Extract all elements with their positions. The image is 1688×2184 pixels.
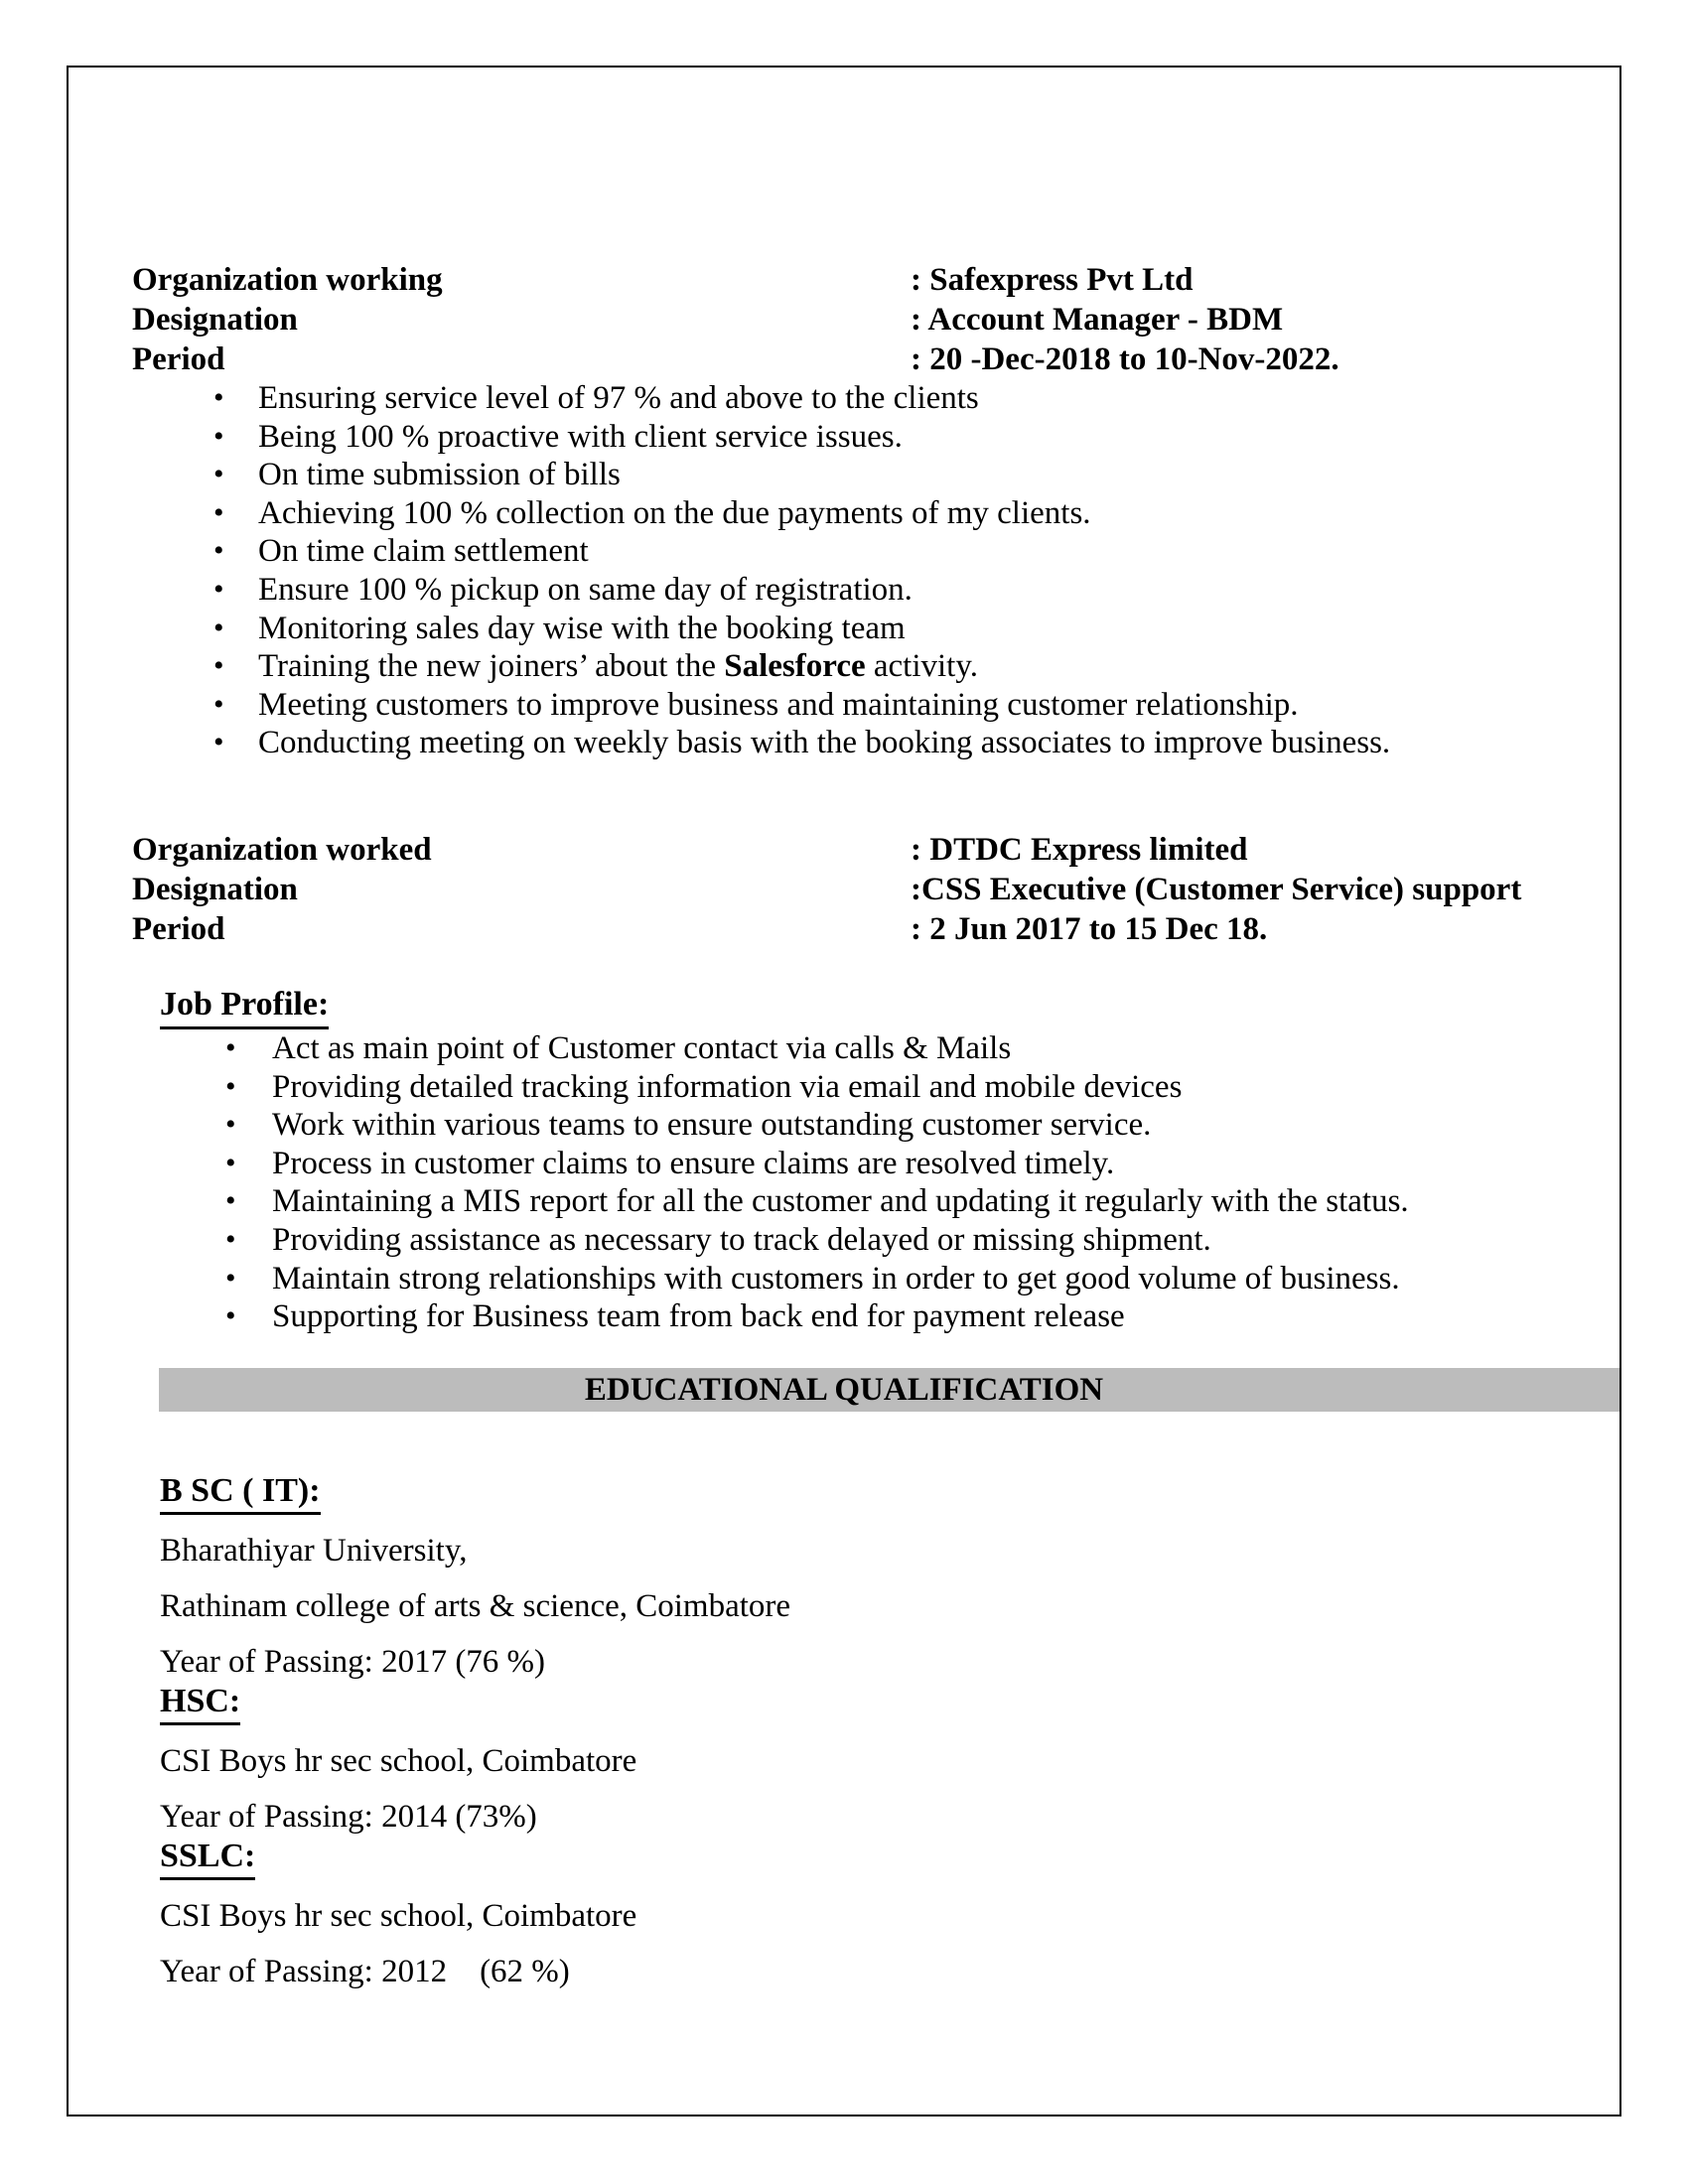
list-item <box>132 1182 1600 1221</box>
list-item <box>132 1068 1600 1107</box>
field-value: : 2 Jun 2017 to 15 Dec 18. <box>911 910 1268 947</box>
bullet-icon: • <box>213 419 224 453</box>
bullet-text: Conducting meeting on weekly basis with the booking associates to improve business. <box>258 725 1391 761</box>
bullet-text: Maintain strong relationships with customers in order to get good volume of business. <box>272 1260 1400 1297</box>
field-value: : Account Manager - BDM <box>911 302 1284 338</box>
job1-bullet-list <box>132 379 1600 762</box>
education-heading-text: B SC ( IT): <box>160 1471 321 1515</box>
field-row <box>132 340 1600 379</box>
bullet-text: Supporting for Business team from back end for payment release <box>272 1298 1125 1335</box>
bullet-text: Achieving 100 % collection on the due payments of my clients. <box>258 494 1091 531</box>
field-row <box>132 830 1600 870</box>
field-row <box>132 909 1600 949</box>
field-label: Designation <box>132 302 298 338</box>
list-item <box>132 418 1600 457</box>
bullet-text-bold: Salesforce <box>724 648 866 685</box>
education-section-heading <box>160 1682 1600 1725</box>
bullet-text: Meeting customers to improve business and maintaining customer relationship. <box>258 686 1299 723</box>
bullet-text: Act as main point of Customer contact via calls & Mails <box>272 1029 1012 1066</box>
list-item <box>132 456 1600 494</box>
list-item <box>132 379 1600 418</box>
list-item <box>132 1221 1600 1260</box>
list-item <box>132 494 1600 533</box>
field-row <box>132 300 1600 340</box>
field-value: : Safexpress Pvt Ltd <box>911 262 1194 298</box>
bullet-text: Ensuring service level of 97 % and above to the clients <box>258 380 979 416</box>
education-line: CSI Boys hr sec school, Coimbatore <box>160 1897 637 1934</box>
field-value: : DTDC Express limited <box>911 831 1248 868</box>
field-value: :CSS Executive (Customer Service) support <box>911 871 1522 907</box>
field-value: : 20 -Dec-2018 to 10-Nov-2022. <box>911 341 1339 377</box>
bullet-text <box>258 647 1600 686</box>
education-block <box>160 1471 1600 1991</box>
education-line: Year of Passing: 2017 (76 %) <box>160 1643 546 1680</box>
bullet-icon: • <box>225 1030 236 1064</box>
list-item <box>132 610 1600 648</box>
field-label: Period <box>132 910 225 947</box>
list-item <box>132 724 1600 762</box>
field-label: Organization worked <box>132 831 432 868</box>
education-heading-text: HSC: <box>160 1682 240 1725</box>
list-item <box>132 1106 1600 1145</box>
education-section-header: EDUCATIONAL QUALIFICATION <box>159 1368 1621 1412</box>
resume-page <box>67 66 1621 2116</box>
bullet-icon: • <box>213 495 224 529</box>
education-line: Rathinam college of arts & science, Coimbatore <box>160 1587 791 1624</box>
bullet-text: Work within various teams to ensure outstanding customer service. <box>272 1107 1152 1144</box>
job-profile-heading-text: Job Profile: <box>160 985 329 1029</box>
resume-content <box>69 68 1619 1991</box>
bullet-text: On time submission of bills <box>258 457 621 493</box>
list-item <box>132 686 1600 725</box>
list-item <box>132 571 1600 610</box>
education-line: CSI Boys hr sec school, Coimbatore <box>160 1742 637 1779</box>
bullet-icon: • <box>225 1222 236 1256</box>
bullet-icon: • <box>213 649 224 683</box>
field-row <box>132 870 1600 909</box>
bullet-icon: • <box>213 687 224 721</box>
bullet-icon: • <box>225 1184 236 1218</box>
job2-fields <box>132 830 1600 949</box>
job-profile-heading <box>160 985 1600 1029</box>
list-item <box>132 1260 1600 1298</box>
bullet-text-post: activity. <box>865 648 978 685</box>
bullet-text: Providing detailed tracking information via email and mobile devices <box>272 1068 1183 1105</box>
bullet-icon: • <box>213 726 224 759</box>
list-item <box>132 647 1600 686</box>
bullet-icon: • <box>225 1261 236 1295</box>
bullet-icon: • <box>225 1146 236 1179</box>
education-section-sslc <box>160 1837 1600 1991</box>
job1-fields <box>132 260 1600 379</box>
list-item <box>132 1297 1600 1336</box>
bullet-text: Monitoring sales day wise with the booking team <box>258 610 906 646</box>
education-line: Year of Passing: 2012 (62 %) <box>160 1953 570 1989</box>
bullet-text: On time claim settlement <box>258 533 589 570</box>
bullet-text: Ensure 100 % pickup on same day of registration. <box>258 571 913 608</box>
list-item <box>132 1029 1600 1068</box>
field-label: Designation <box>132 871 298 907</box>
education-heading-text: SSLC: <box>160 1837 255 1880</box>
bullet-icon: • <box>225 1299 236 1333</box>
education-section-heading <box>160 1471 1600 1515</box>
field-label: Organization working <box>132 262 443 298</box>
bullet-text: Providing assistance as necessary to track delayed or missing shipment. <box>272 1221 1211 1258</box>
education-line: Bharathiyar University, <box>160 1532 468 1569</box>
bullet-icon: • <box>225 1069 236 1103</box>
bullet-icon: • <box>213 572 224 606</box>
bullet-icon: • <box>213 611 224 644</box>
bullet-icon: • <box>213 534 224 568</box>
bullet-icon: • <box>213 458 224 491</box>
job2-bullet-list <box>132 1029 1600 1336</box>
bullet-icon: • <box>225 1108 236 1142</box>
field-label: Period <box>132 341 225 377</box>
bullet-text: Being 100 % proactive with client service issues. <box>258 418 903 455</box>
bullet-icon: • <box>213 381 224 414</box>
field-row <box>132 260 1600 300</box>
bullet-text: Maintaining a MIS report for all the customer and updating it regularly with the status. <box>272 1183 1409 1220</box>
list-item <box>132 532 1600 571</box>
bullet-text-pre: Training the new joiners’ about the <box>258 648 725 685</box>
list-item <box>132 1145 1600 1183</box>
education-section-heading <box>160 1837 1600 1880</box>
education-section-hsc <box>160 1682 1600 1837</box>
bullet-text: Process in customer claims to ensure claims are resolved timely. <box>272 1145 1115 1181</box>
education-line: Year of Passing: 2014 (73%) <box>160 1798 537 1835</box>
education-section-bsc <box>160 1471 1600 1682</box>
